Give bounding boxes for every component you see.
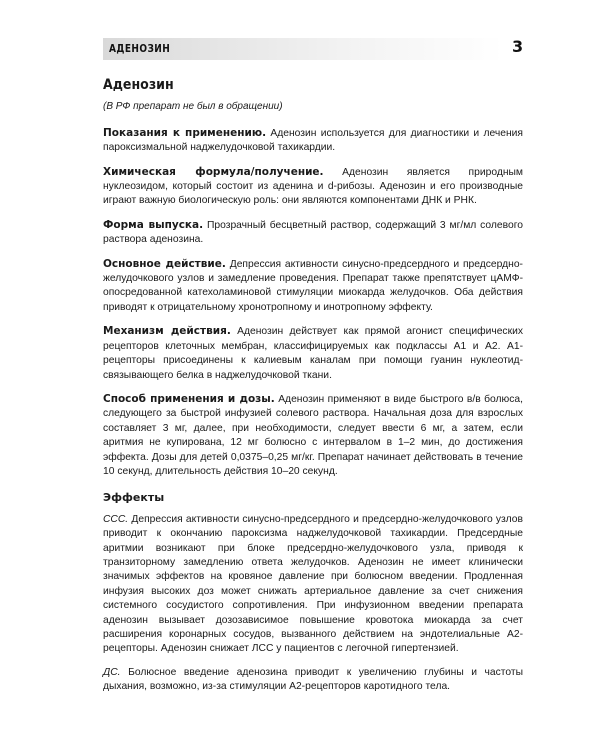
article-body: [103, 78, 523, 704]
section-text: Аденозин применяют в виде быстрого в/в болюса, следующего за быстрой инфузией солевого раствора. Начальная доза для взрослых составляет 3 мг, далее, при необходимости, следует ввести 6 мг, а затем, если аритмия не купирована, 12 мг болюсно с интервалом в 1–2 мин, до достижения эффекта. Дозы для детей 0,0375–0,25 мг/кг. Препарат начинает действовать в течение 10 секунд, длительность действия 10–20 секунд.: [103, 393, 524, 477]
section-text: Аденозин является природным нуклеозидом, который состоит из аденина и d-рибозы. Аденозин и его производные играют важную биологическую роль: они являются компонентами ДНК и РНК.: [103, 166, 523, 207]
section-dosing: [103, 392, 523, 479]
section-label: Способ применения и дозы.: [103, 392, 275, 405]
section-label: Форма выпуска.: [103, 218, 204, 231]
section-label: Показания к применению.: [103, 126, 267, 139]
page-number: 3: [512, 37, 524, 56]
section-text: Аденозин используется для диагностики и лечения пароксизмальной наджелудочковой тахикардии.: [103, 127, 523, 154]
section-indications: [103, 126, 523, 156]
section-text: Прозрачный бесцветный раствор, содержащий 3 мг/мл солевого раствора аденозина.: [103, 219, 523, 246]
section-label: Механизм действия.: [103, 325, 231, 338]
effect-lead: ДС.: [103, 666, 121, 678]
effect-respiratory: [103, 666, 523, 695]
section-label: Основное действие.: [103, 257, 226, 270]
section-dosage-form: [103, 218, 523, 248]
section-text: Депрессия активности синусно-предсердного и предсердно-желудочкового узлов и замедление проведения. Препарат также препятствует цАМФ-опосредованной катехоламиновой стимуляции миокарда желудочков. Оба действия приводят к отрицательному хронотропному и инотропному эффекту.: [103, 258, 523, 313]
section-label: Химическая формула/получение.: [103, 165, 324, 178]
section-chemistry: [103, 165, 523, 209]
running-header-title: АДЕНОЗИН: [109, 42, 171, 55]
section-mechanism: [103, 324, 523, 383]
running-header-band: [103, 38, 503, 60]
article-subtitle: (В РФ препарат не был в обращении): [103, 101, 283, 113]
article-title: Аденозин: [103, 77, 174, 93]
section-main-action: [103, 257, 523, 316]
effect-text: Депрессия активности синусно-предсердного и предсердно-желудочкового узлов приводит к окончанию пароксизма наджелудочковой тахикардии. Предсердные аритмии возникают при блоке предсердно-желудочкового узла, приводя к транзиторному замедлению ответа желудочков. Аденозин не имеет клинически значимых эффектов на кровяное давление при болюсном введении. Продленная инфузия высоких доз может снижать артериальное давление за счет снижения системного сосудистого сопротивления. При инфузионном введении препарата аденозин вызывает дозозависимое повышение кровотока миокарда за счет расширения коронарных сосудов, вызванного действием на эндотелиальные А2-рецепторы. Аденозин снижает ЛСС у пациентов с легочной гипертензией.: [103, 513, 523, 655]
section-text: Аденозин действует как прямой агонист специфических рецепторов клеточных мембран, классифицируемых как подклассы А1 и А2. А1-рецепторы присоединены к калиевым каналам при помощи гуанин нуклеотид-связывающего белка в наджелудочковой ткани.: [103, 326, 523, 381]
effect-cardiovascular: [103, 513, 523, 657]
effects-heading: Эффекты: [103, 491, 165, 505]
effect-text: Болюсное введение аденозина приводит к увеличению глубины и частоты дыхания, возможно, из-за стимуляции А2-рецепторов каротидного тела.: [103, 666, 523, 693]
effect-lead: ССС.: [103, 513, 129, 525]
